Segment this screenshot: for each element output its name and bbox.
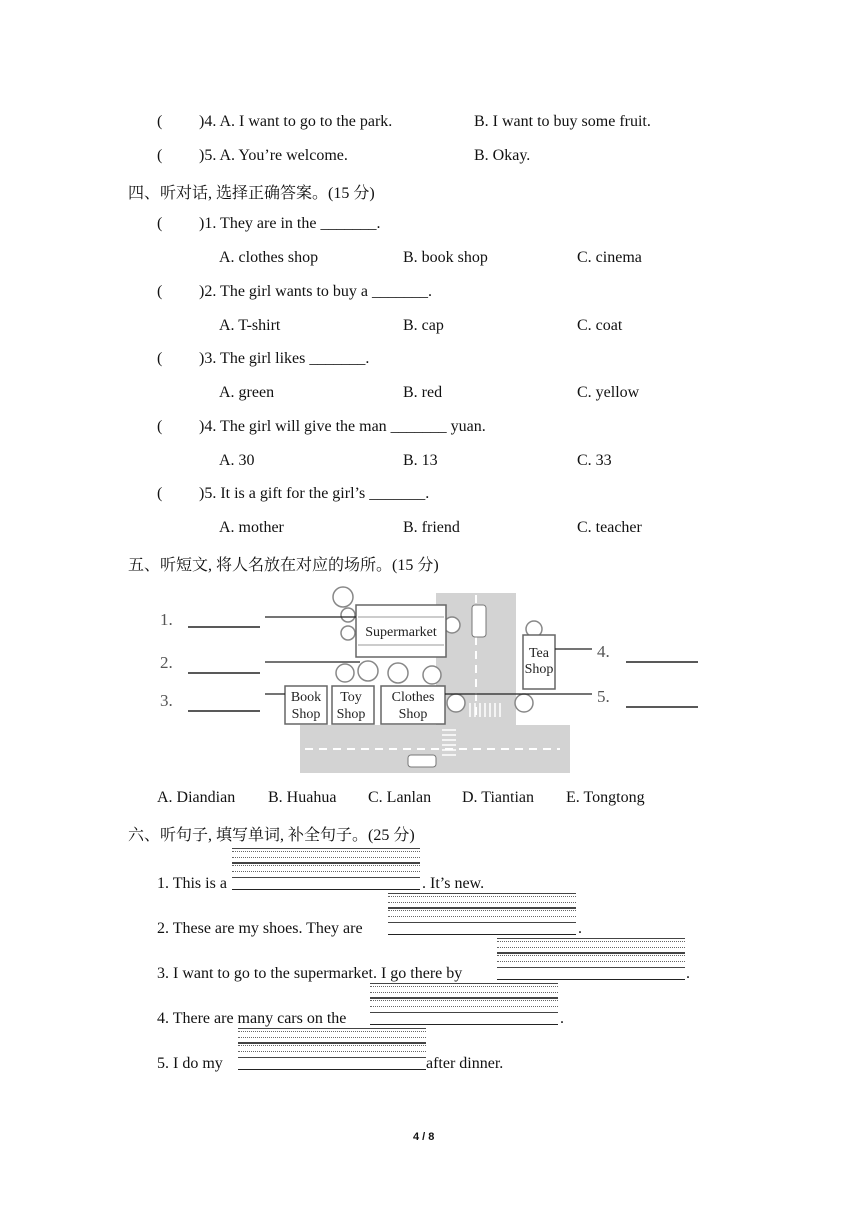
book-shop-label-line2: Shop — [291, 707, 321, 722]
sentence-3-start: 3. I want to go to the supermarket. I go there by — [157, 965, 463, 982]
answer-blank-1[interactable] — [232, 889, 420, 890]
writing-guide — [497, 952, 685, 968]
tree-icon — [341, 626, 355, 640]
writing-guide — [388, 907, 576, 923]
question-stem: )2. The girl wants to buy a _______. — [199, 283, 433, 300]
page-number: 4 / 8 — [413, 1131, 435, 1143]
book-shop-label-line1: Book — [290, 690, 322, 705]
name-option-b: B. Huahua — [268, 789, 337, 806]
sentence-5-start: 5. I do my — [157, 1055, 223, 1072]
tea-shop-label-line1: Tea — [528, 646, 550, 661]
question-stem: )3. The girl likes _______. — [199, 350, 370, 367]
q5-paren: ( — [157, 147, 163, 164]
map-number-1: 1. — [160, 610, 173, 629]
answer-blank-2[interactable] — [388, 934, 576, 935]
question-paren: ( — [157, 418, 163, 435]
tree-icon — [336, 664, 354, 682]
tree-icon — [341, 608, 355, 622]
question-paren: ( — [157, 350, 163, 367]
part4-heading: 四、听对话, 选择正确答案。(15 分) — [128, 185, 375, 202]
street-map — [160, 585, 700, 775]
name-option-e: E. Tongtong — [566, 789, 645, 806]
sentence-5-end: after dinner. — [426, 1055, 504, 1072]
map-number-2: 2. — [160, 653, 173, 672]
q4-option-b: B. I want to buy some fruit. — [474, 113, 651, 130]
writing-guide — [370, 997, 558, 1013]
name-option-d: D. Tiantian — [462, 789, 535, 806]
tree-icon — [388, 663, 408, 683]
tree-icon — [333, 587, 353, 607]
question-paren: ( — [157, 485, 163, 502]
sentence-1-end: . It’s new. — [422, 875, 485, 892]
part6-heading: 六、听句子, 填写单词, 补全句子。(25 分) — [128, 827, 415, 844]
option-c: C. cinema — [577, 249, 642, 266]
option-c: C. 33 — [577, 452, 612, 469]
part5-heading: 五、听短文, 将人名放在对应的场所。(15 分) — [128, 557, 439, 574]
question-paren: ( — [157, 283, 163, 300]
option-c: C. yellow — [577, 384, 640, 401]
writing-guide — [238, 1042, 426, 1058]
name-option-c: C. Lanlan — [368, 789, 432, 806]
q4-option-a: )4. A. I want to go to the park. — [199, 113, 393, 130]
tree-icon — [515, 694, 533, 712]
q5-option-a: )5. A. You’re welcome. — [199, 147, 348, 164]
option-c: C. teacher — [577, 519, 642, 536]
q5-option-b: B. Okay. — [474, 147, 531, 164]
writing-guide — [232, 862, 420, 878]
sentence-3-end: . — [686, 965, 690, 982]
sentence-1-start: 1. This is a — [157, 875, 227, 892]
option-a: A. T-shirt — [219, 317, 281, 334]
option-b: B. 13 — [403, 452, 438, 469]
option-a: A. green — [219, 384, 275, 401]
tree-icon — [358, 661, 378, 681]
option-b: B. friend — [403, 519, 460, 536]
question-stem: )4. The girl will give the man _______ yuan. — [199, 418, 486, 435]
tree-icon — [423, 666, 441, 684]
option-a: A. 30 — [219, 452, 255, 469]
question-paren: ( — [157, 215, 163, 232]
clothes-shop-label-line2: Shop — [398, 707, 428, 722]
map-number-3: 3. — [160, 691, 173, 710]
question-stem: )5. It is a gift for the girl’s _______. — [199, 485, 430, 502]
option-b: B. red — [403, 384, 443, 401]
option-c: C. coat — [577, 317, 623, 334]
toy-shop-label-line2: Shop — [336, 707, 366, 722]
answer-blank-4[interactable] — [370, 1024, 558, 1025]
toy-shop-label-line1: Toy — [340, 690, 362, 705]
map-number-4: 4. — [597, 642, 610, 661]
sentence-4-start: 4. There are many cars on the — [157, 1010, 347, 1027]
sentence-4-end: . — [560, 1010, 564, 1027]
answer-blank-3[interactable] — [497, 979, 685, 980]
name-option-a: A. Diandian — [157, 789, 236, 806]
clothes-shop-label-line1: Clothes — [391, 690, 435, 705]
option-a: A. mother — [219, 519, 284, 536]
sentence-2-start: 2. These are my shoes. They are — [157, 920, 363, 937]
car-icon — [472, 605, 486, 637]
answer-blank-5[interactable] — [238, 1069, 426, 1070]
sentence-2-end: . — [578, 920, 582, 937]
supermarket-label: Supermarket — [365, 625, 437, 640]
q4-paren: ( — [157, 113, 163, 130]
option-a: A. clothes shop — [219, 249, 319, 266]
car-icon — [408, 755, 436, 767]
option-b: B. cap — [403, 317, 444, 334]
tree-icon — [447, 694, 465, 712]
tea-shop-label-line2: Shop — [524, 662, 554, 677]
option-b: B. book shop — [403, 249, 488, 266]
question-stem: )1. They are in the _______. — [199, 215, 381, 232]
map-number-5: 5. — [597, 687, 610, 706]
